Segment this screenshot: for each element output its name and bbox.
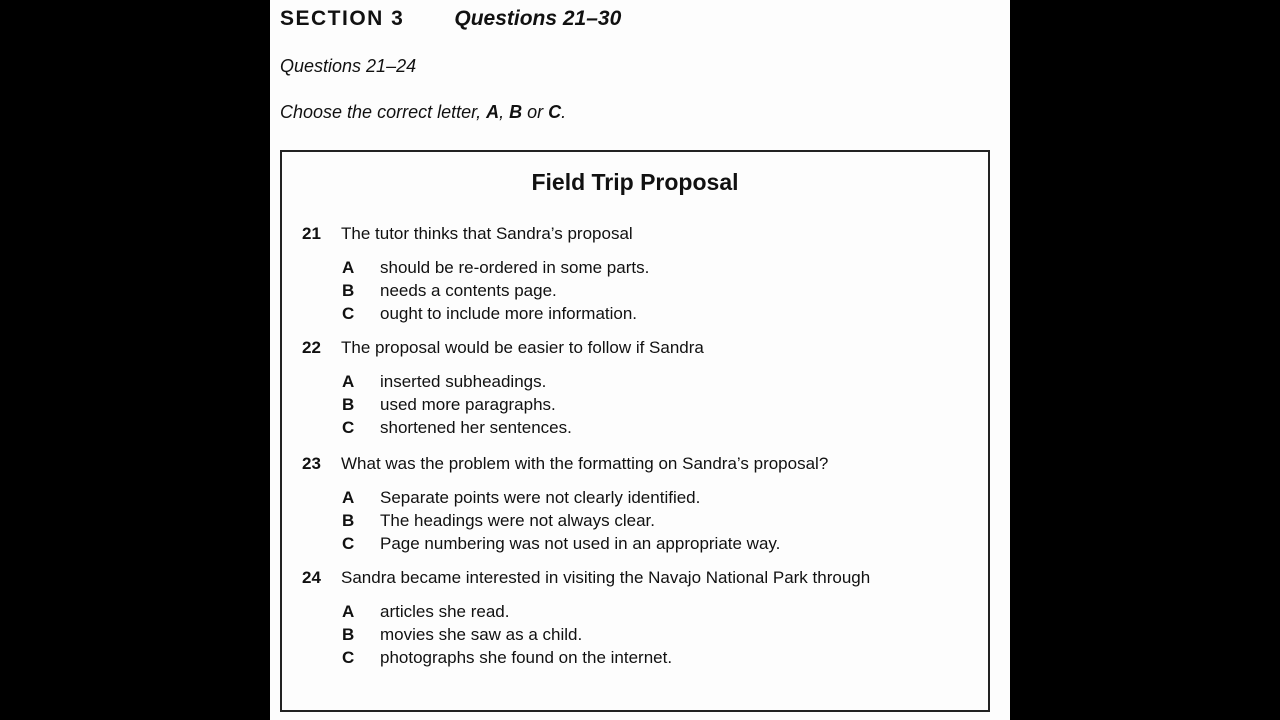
option-letter: A xyxy=(342,372,355,391)
option-text: movies she saw as a child. xyxy=(380,625,583,644)
question-text: Sandra became interested in visiting the Navajo National Park through xyxy=(341,568,871,587)
option-c[interactable] xyxy=(302,416,982,439)
option-text: ought to include more information. xyxy=(380,304,638,323)
question-stem xyxy=(302,336,982,360)
question-21 xyxy=(302,222,982,325)
instruction-letter-a: A xyxy=(486,102,500,122)
option-list xyxy=(302,600,982,669)
option-b[interactable] xyxy=(302,279,982,302)
option-text: used more paragraphs. xyxy=(380,395,556,414)
instruction-separator-2: or xyxy=(522,102,549,122)
option-letter: A xyxy=(342,258,355,277)
option-text: The headings were not always clear. xyxy=(380,511,655,530)
instruction-suffix: . xyxy=(561,102,567,122)
section-question-range: Questions 21–30 xyxy=(454,7,622,30)
question-stem xyxy=(302,566,982,590)
option-letter: C xyxy=(342,534,355,553)
question-24 xyxy=(302,566,982,669)
question-stem xyxy=(302,452,982,476)
option-text: needs a contents page. xyxy=(380,281,557,300)
question-text: The tutor thinks that Sandra’s proposal xyxy=(341,224,633,243)
option-text: photographs she found on the internet. xyxy=(380,648,673,667)
option-c[interactable] xyxy=(302,302,982,325)
question-22 xyxy=(302,336,982,439)
option-text: Separate points were not clearly identified. xyxy=(380,488,701,507)
question-23 xyxy=(302,452,982,555)
option-list xyxy=(302,256,982,325)
question-number: 22 xyxy=(302,338,321,357)
question-text: The proposal would be easier to follow if Sandra xyxy=(341,338,704,357)
option-letter: A xyxy=(342,488,355,507)
section-label: SECTION 3 xyxy=(280,7,405,30)
instruction-letter-c: C xyxy=(548,102,562,122)
question-box xyxy=(280,150,990,712)
option-letter: C xyxy=(342,418,355,437)
option-a[interactable] xyxy=(302,256,982,279)
option-letter: B xyxy=(342,625,355,644)
question-text: What was the problem with the formatting on Sandra’s proposal? xyxy=(341,454,829,473)
option-text: shortened her sentences. xyxy=(380,418,572,437)
instruction-prefix: Choose the correct letter, xyxy=(280,102,487,122)
option-a[interactable] xyxy=(302,600,982,623)
option-c[interactable] xyxy=(302,532,982,555)
option-letter: A xyxy=(342,602,355,621)
option-letter: B xyxy=(342,395,355,414)
option-a[interactable] xyxy=(302,486,982,509)
question-number: 24 xyxy=(302,568,321,587)
box-title: Field Trip Proposal xyxy=(531,169,739,195)
option-text: should be re-ordered in some parts. xyxy=(380,258,650,277)
instruction-letter-b: B xyxy=(509,102,523,122)
option-a[interactable] xyxy=(302,370,982,393)
option-b[interactable] xyxy=(302,509,982,532)
subsection-question-range: Questions 21–24 xyxy=(280,56,417,76)
option-letter: B xyxy=(342,281,355,300)
question-number: 21 xyxy=(302,224,321,243)
exam-page xyxy=(270,0,1010,720)
option-letter: C xyxy=(342,648,355,667)
instruction-separator-1: , xyxy=(499,102,510,122)
option-list xyxy=(302,370,982,439)
option-c[interactable] xyxy=(302,646,982,669)
option-b[interactable] xyxy=(302,623,982,646)
option-b[interactable] xyxy=(302,393,982,416)
option-letter: B xyxy=(342,511,355,530)
instruction-text xyxy=(280,102,566,123)
option-text: Page numbering was not used in an appropriate way. xyxy=(380,534,781,553)
question-number: 23 xyxy=(302,454,321,473)
question-stem xyxy=(302,222,982,246)
section-heading xyxy=(280,7,621,31)
option-letter: C xyxy=(342,304,355,323)
option-text: inserted subheadings. xyxy=(380,372,547,391)
option-text: articles she read. xyxy=(380,602,510,621)
option-list xyxy=(302,486,982,555)
